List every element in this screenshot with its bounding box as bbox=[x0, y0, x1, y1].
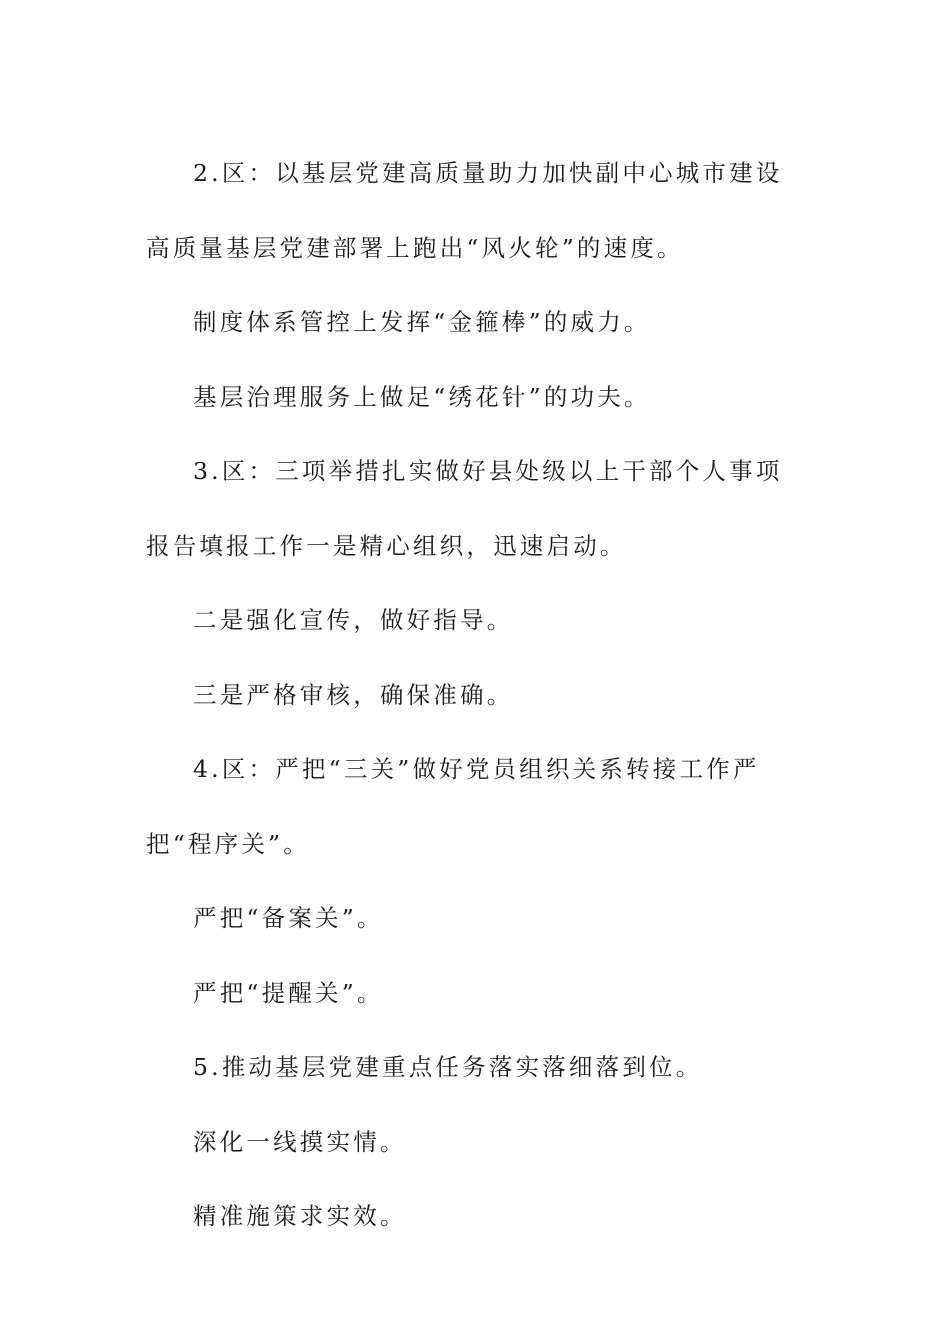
paragraph-6: 三是严格审核，确保准确。 bbox=[193, 680, 514, 709]
paragraph-4: 3.区：三项举措扎实做好县处级以上干部个人事项报告填报工作一是精心组织，迅速启动。 bbox=[146, 457, 783, 560]
paragraph-8: 严把“备案关”。 bbox=[193, 904, 384, 932]
paragraph-7: 4.区：严把“三关”做好党员组织关系转接工作严把“程序关”。 bbox=[146, 755, 760, 858]
paragraph-3: 基层治理服务上做足“绣花针”的功夫。 bbox=[193, 382, 651, 411]
paragraph-12: 精准施策求实效。 bbox=[193, 1202, 407, 1230]
paragraph-11: 深化一线摸实情。 bbox=[193, 1127, 407, 1156]
paragraph-1: 2.区：以基层党建高质量助力加快副中心城市建设高质量基层党建部署上跑出“风火轮”的速度。 bbox=[146, 159, 783, 262]
paragraph-5: 二是强化宣传，做好指导。 bbox=[193, 606, 514, 634]
paragraph-2: 制度体系管控上发挥“金箍棒”的威力。 bbox=[193, 308, 651, 336]
paragraph-10: 5.推动基层党建重点任务落实落细落到位。 bbox=[193, 1053, 703, 1081]
paragraph-9: 严把“提醒关”。 bbox=[193, 978, 384, 1007]
